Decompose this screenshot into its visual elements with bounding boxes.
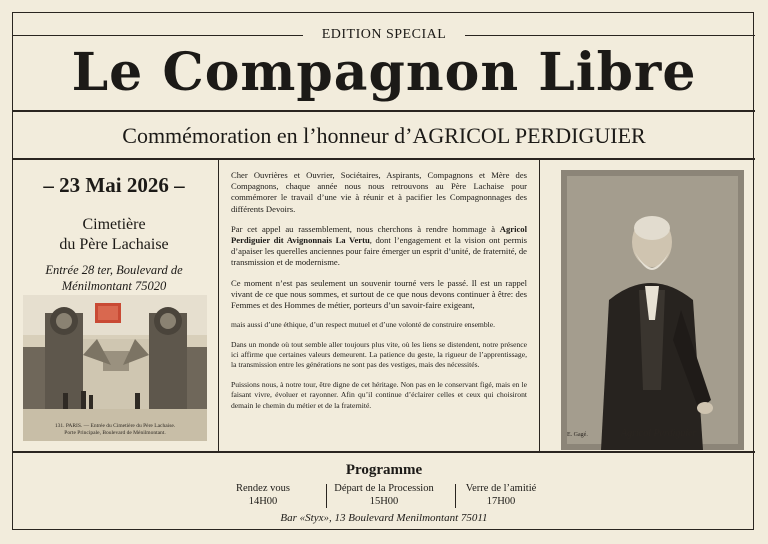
page-subtitle: Commémoration en l’honneur d’AGRICOL PERDIGUIER [122, 123, 646, 148]
program-event-time: 14H00 [248, 496, 278, 507]
article-paragraph-6: Puissions nous, à notre tour, être digne de cet héritage. Non pas en le conservant figé, mais en le faisant vivre, évoluer et rayonner. Afin qu’il continue d’éclairer celles et ceux qui choisiront demain le chemin du métier et de la fraternité. [231, 379, 527, 410]
program-event-label: Rendez vous [236, 483, 290, 494]
article-paragraph-4: mais aussi d’une éthique, d’un respect mutuel et d’une volonté de construire ensemble. [231, 320, 496, 330]
article-paragraph-3: Ce moment n’est pas seulement un souvenir tourné vers le passé. Il est un rappel vivant de ce que nous sommes, et surtout de ce que nous devons continuer à être: des Femmes et des Hommes de métier, porteurs d’un savoir-faire exigeant, [231, 277, 527, 311]
article-paragraph-2-start: Par cet appel au rassemblement, nous cherchons à rendre hommage à [231, 223, 500, 234]
article-paragraph-2 [231, 224, 527, 269]
address-line-2: Ménilmontant 75020 [61, 279, 167, 293]
program-event-verre [431, 482, 571, 508]
program-event-time: 17H00 [486, 496, 516, 507]
newspaper-page [12, 12, 754, 530]
program-title: Programme [345, 462, 423, 478]
program-rule [13, 451, 755, 453]
program-event-time: 15H00 [369, 496, 399, 507]
article-body [231, 170, 527, 420]
cemetery-postcard-image [23, 295, 207, 441]
postcard-illustration [23, 295, 207, 441]
column-rule-right [539, 158, 540, 451]
program-event-label: Verre de l’amitié [465, 483, 537, 494]
program-event-label: Départ de la Procession [334, 483, 434, 494]
event-date: – 23 Mai 2026 – [43, 173, 185, 197]
portrait-signature: Agricol Perdiguier [621, 428, 697, 439]
masthead-rule [13, 110, 755, 112]
article-paragraph-5: Dans un monde où tout semble aller toujours plus vite, où les liens se distendent, notre présence ici affirme que certaines valeurs demeurent. La patience du geste, la rigueur de l’apprentissage, la transmission entre les générations ne sont pas des vestiges, mais des nécessités. [231, 339, 527, 370]
program-event-rendez-vous [193, 482, 333, 508]
program-venue: Bar «Styx», 13 Boulevard Menilmontant 75011 [280, 512, 488, 524]
address-line-1: Entrée 28 ter, Boulevard de [45, 263, 183, 277]
place-line-1: Cimetière [82, 216, 146, 233]
postcard-caption-line-1: 131. PARIS. — Entrée du Cimetière du Père Lachaise. [54, 423, 176, 429]
article-paragraph-2-end: , dont l’engagement et la vision ont permis d’apaiser les querelles anciennes pour faire émerger un esprit d’unité, de fraternité, de transmission et de modernisme. [231, 235, 527, 268]
postcard-caption [27, 423, 203, 437]
event-place [13, 215, 215, 255]
portrait-illustration [561, 170, 744, 450]
column-rule-left [218, 158, 219, 451]
article-paragraph-2-name: Agricol Perdiguier dit Avignonnais La Vertu [231, 223, 527, 246]
event-address [13, 262, 215, 294]
edition-label: EDITION SPECIAL [321, 27, 447, 42]
portrait-photo [561, 170, 744, 450]
subtitle-rule [13, 158, 755, 160]
article-paragraph-1: Cher Ouvrières et Ouvrier, Sociétaires, Aspirants, Compagnons et Mère des Compagnons, chaque année nous nous retrouvons au Père Lachaise pour commémorer le travail d’une vie à réunir et à pacifier les Compagnonnages des différents Devoirs. [231, 170, 527, 214]
masthead-title: Le Compagnon Libre [71, 42, 697, 103]
photographer-mark: E. Gagé. [567, 432, 588, 438]
postcard-caption-line-2: Porte Principale, Boulevard de Ménilmontant. [64, 430, 166, 436]
place-line-2: du Père Lachaise [59, 236, 169, 253]
